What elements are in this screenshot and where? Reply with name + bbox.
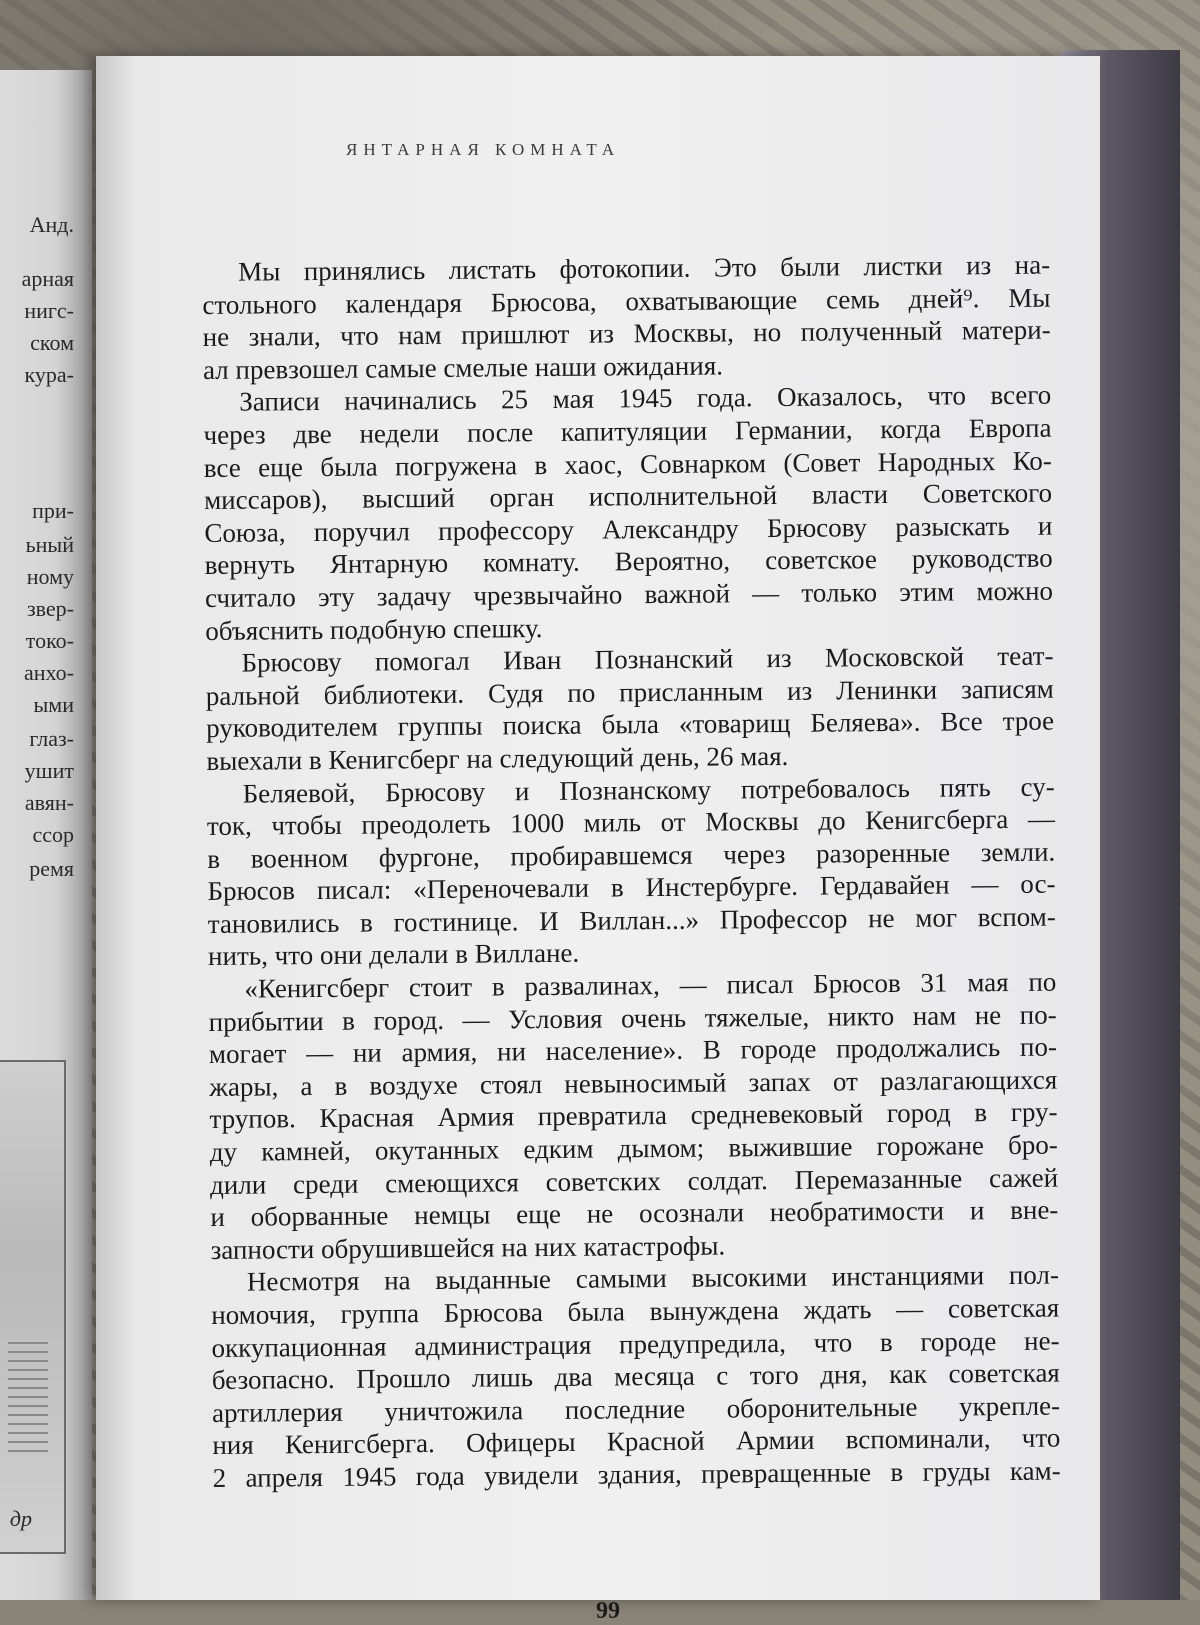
left-page-text-fragment: ьный xyxy=(25,532,74,557)
text-line: Союза, поручил профессору Александру Брюсову разыскать и xyxy=(204,510,1053,548)
text-line: запности обрушившейся на них катастрофы. xyxy=(210,1230,726,1265)
left-page-text-fragment: глаз- xyxy=(29,726,74,751)
left-page-text-fragment: кура- xyxy=(24,362,74,387)
text-line: ральной библиотеки. Судя по присланным из Ленинки записям xyxy=(205,673,1054,711)
text-line: Мы принялись листать фотокопии. Это были листки из на- xyxy=(238,249,1051,287)
left-page-text-fragment: анхо- xyxy=(23,660,74,685)
text-line: миссаров), высший орган исполнительной власти Советского xyxy=(203,477,1053,516)
left-page-text-fragment: ссор xyxy=(32,822,74,847)
left-page-photo xyxy=(0,1060,66,1554)
left-page-text-fragment: др xyxy=(9,1506,32,1531)
text-line: выехали в Кенигсберг на следующий день, 26 мая. xyxy=(206,740,789,776)
text-line: считало эту задачу чрезвычайно важной — только этим можно xyxy=(204,575,1054,613)
text-line: все еще была погружена в хаос, Совнарком (Совет Народных Ко- xyxy=(203,445,1052,483)
left-page-text-fragment: звер- xyxy=(26,596,74,621)
book-page xyxy=(96,56,1100,1624)
page-number: 99 xyxy=(596,1598,620,1624)
text-line: могает — ни армия, ни население». В городе продолжались по- xyxy=(208,1031,1058,1070)
text-line: Беляевой, Брюсову и Познанскому потребовалось пять су- xyxy=(242,771,1055,809)
text-line: вернуть Янтарную комнату. Вероятно, советское руководство xyxy=(204,542,1053,581)
left-page-text-fragment: ремя xyxy=(29,856,74,881)
left-page-text-fragment: ыми xyxy=(33,692,74,717)
text-line: трупов. Красная Армия превратила средневековый город в гру- xyxy=(209,1097,1058,1135)
text-line: тановились в гостинице. И Виллан...» Профессор не мог вспом- xyxy=(207,901,1056,939)
text-line: жары, а в воздухе стоял невыносимый запах от разлагающихся xyxy=(209,1064,1058,1102)
text-line: ния Кенигсберга. Офицеры Красной Армии вспоминали, что xyxy=(212,1422,1061,1461)
text-line: ду камней, окутанных едким дымом; выжившие горожане бро- xyxy=(209,1129,1058,1167)
text-line: дили среди смеющихся советских солдат. Перемазанные сажей xyxy=(209,1162,1059,1200)
left-page xyxy=(0,70,92,1600)
text-line: нить, что они делали в Виллане. xyxy=(207,938,580,972)
text-line: Несмотря на выданные самыми высокими инстанциями пол- xyxy=(246,1259,1060,1298)
left-page-text-fragment: нигс- xyxy=(24,298,74,323)
text-line: стольного календаря Брюсова, охватывающие семь дней⁹. Мы xyxy=(202,282,1051,320)
text-line: ал превзошел самые смелые наши ожидания. xyxy=(202,350,724,385)
left-page-text-fragment: Анд. xyxy=(29,212,74,237)
text-line: ток, чтобы преодолеть 1000 миль от Москвы до Кенигсберга — xyxy=(206,803,1056,842)
left-page-text-fragment: арная xyxy=(21,266,74,291)
text-line: 2 апреля 1945 года увидели здания, превращенные в груды кам- xyxy=(212,1455,1061,1493)
left-page-text-fragment: ному xyxy=(26,564,74,589)
running-head: ЯНТАРНАЯ КОМНАТА xyxy=(346,140,621,159)
text-line: оккупационная администрация предупредила, что в городе не- xyxy=(211,1325,1060,1363)
text-line: не знали, что нам пришлют из Москвы, но полученный матери- xyxy=(202,314,1051,353)
text-line: «Кенигсберг стоит в развалинах, — писал Брюсов 31 мая по xyxy=(244,966,1057,1004)
text-line: объяснить подобную спешку. xyxy=(205,612,543,646)
text-line: безопасно. Прошло лишь два месяца с того дня, как советская xyxy=(211,1357,1060,1396)
text-line: руководителем группы поиска была «товарищ Беляева». Все трое xyxy=(205,705,1055,744)
left-page-text-fragment: токо- xyxy=(25,628,74,653)
text-line: артиллерия уничтожила последние оборонительные укрепле- xyxy=(211,1390,1061,1428)
left-page-text-fragment: при- xyxy=(32,498,74,523)
text-line: Брюсову помогал Иван Познанский из Московской теат- xyxy=(241,640,1054,678)
left-page-text-fragment: ушит xyxy=(24,758,74,783)
left-page-text-fragment: авян- xyxy=(24,790,74,815)
text-line: номочия, группа Брюсова была вынуждена ждать — советская xyxy=(211,1292,1060,1330)
text-line: и оборванные немцы еще не осознали необратимости и вне- xyxy=(210,1194,1059,1233)
text-line: Записи начинались 25 мая 1945 года. Оказалось, что всего xyxy=(239,379,1052,418)
left-page-text-fragment: ском xyxy=(30,330,74,355)
text-line: через две недели после капитуляции Германии, когда Европа xyxy=(203,412,1052,450)
text-line: Брюсов писал: «Переночевали в Инстербурге. Гердавайен — ос- xyxy=(207,868,1056,907)
body-text xyxy=(202,249,1061,1495)
text-line: в военном фургоне, пробиравшемся через разоренные земли. xyxy=(207,836,1056,874)
text-line: прибытии в город. — Условия очень тяжелые, никто нам не по- xyxy=(208,999,1057,1037)
